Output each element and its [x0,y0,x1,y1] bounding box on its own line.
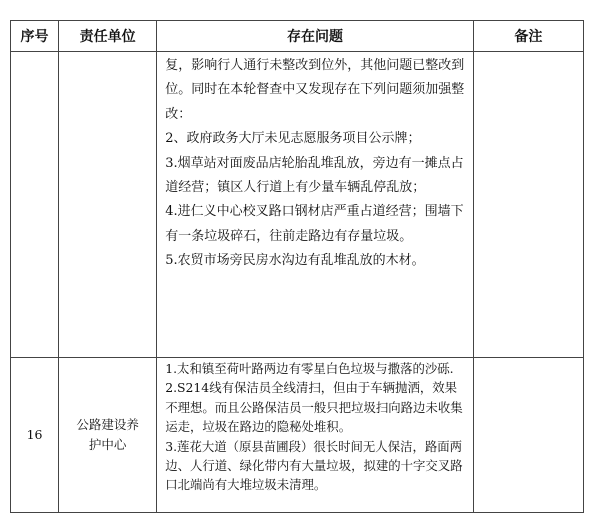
row-unit-cell [59,358,157,513]
header-remarks: 备注 [473,21,583,52]
row-note-cell [473,358,583,513]
supervision-table [10,20,584,513]
problem-text: 2、政府政务大厅未见志愿服务项目公示牌； [165,131,421,147]
problem-text: 2.S214线有保洁员全线清扫，但由于车辆抛洒，效果不理想。而且公路保洁员一般只把垃圾扫向路边未收集运走，垃圾在路边的隐秘处堆积。 [165,380,463,435]
row-problems-cell [157,358,474,513]
table-row [11,358,584,513]
problem-text: 复，影响行人通行未整改到位外，其他问题已整改到位。同时在本轮督查中又发现存在下列问题须加强整改： [165,58,465,122]
table-header-row [11,21,584,52]
problem-text: 3.莲花大道（原县苗圃段）很长时间无人保洁，路面两边、人行道、绿化带内有大量垃圾，拟建的十字交叉路口北端尚有大堆垃圾未清理。 [165,438,463,493]
row-number-cell [11,52,59,358]
problem-text: 3.烟草站对面废品店轮胎乱堆乱放，旁边有一摊点占道经营；镇区人行道上有少量车辆乱停乱放； [165,155,464,196]
header-number: 序号 [11,21,59,52]
row-unit-cell [59,52,157,358]
problem-text: 5.农贸市场旁民房水沟边有乱堆乱放的木材。 [165,253,425,269]
header-problems: 存在问题 [157,21,474,52]
problem-text: 1.太和镇至荷叶路两边有零星白色垃圾与撒落的沙砾. [165,361,454,376]
header-responsible-unit: 责任单位 [59,21,157,52]
problem-text: 4.进仁义中心校叉路口钢材店严重占道经营；围墙下有一条垃圾碎石，往前走路边有存量垃圾。 [165,204,464,244]
responsible-unit-text: 公路建设养护中心 [76,417,139,452]
row-note-cell [473,52,583,358]
row-problems-cell [157,52,474,358]
table-row [11,52,584,358]
row-number-cell: 16 [11,358,59,513]
